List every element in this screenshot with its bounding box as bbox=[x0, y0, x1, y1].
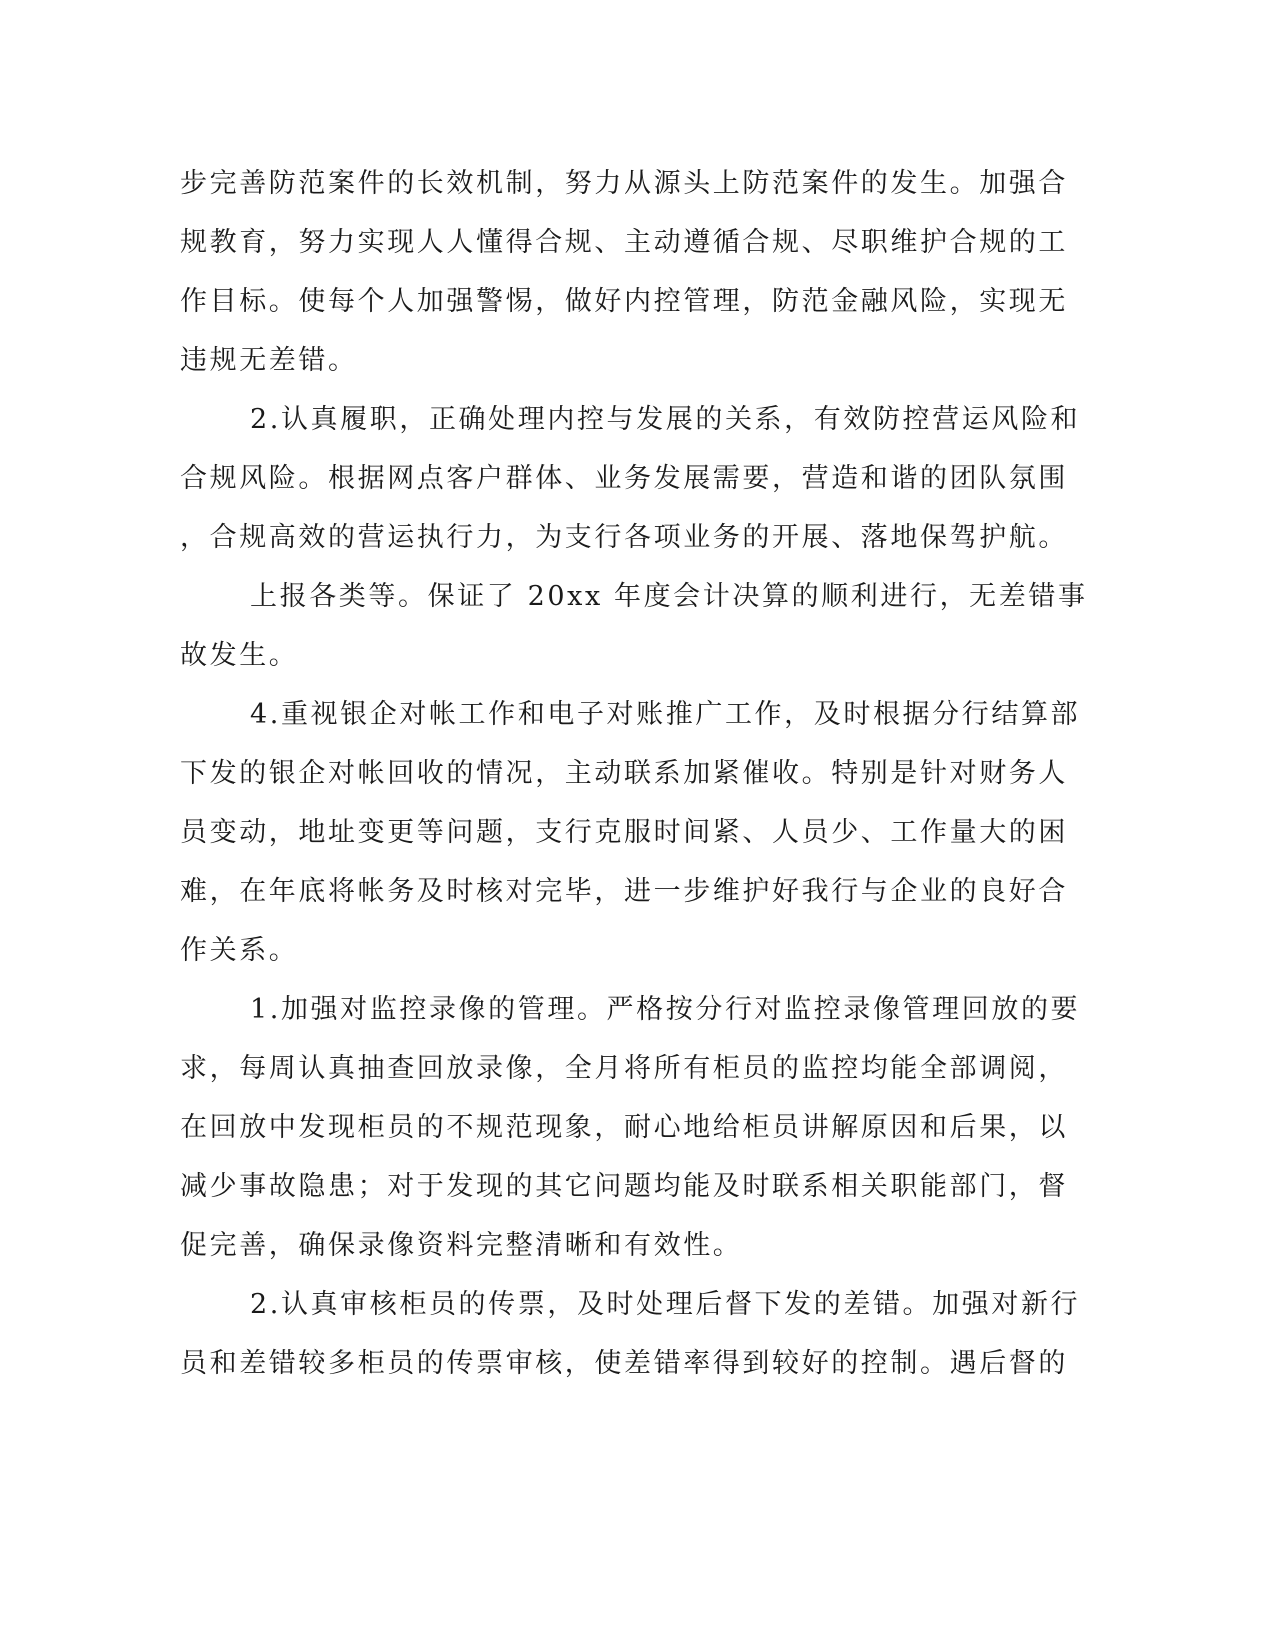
text-line: 违规无差错。 bbox=[180, 345, 358, 376]
text-line: 下发的银企对帐回收的情况，主动联系加紧催收。特别是针对财务人 bbox=[180, 758, 1068, 789]
paragraph-start-line: 4.重视银企对帐工作和电子对账推广工作，及时根据分行结算部 bbox=[250, 699, 1081, 730]
text-line: 促完善，确保录像资料完整清晰和有效性。 bbox=[180, 1230, 743, 1261]
text-line: 作关系。 bbox=[180, 935, 299, 966]
text-line: 求，每周认真抽查回放录像，全月将所有柜员的监控均能全部调阅， bbox=[180, 1053, 1068, 1084]
text-line: 规教育，努力实现人人懂得合规、主动遵循合规、尽职维护合规的工 bbox=[180, 227, 1068, 258]
paragraph-start-line: 2.认真审核柜员的传票，及时处理后督下发的差错。加强对新行 bbox=[250, 1289, 1081, 1320]
paragraph-start-line: 上报各类等。保证了 20xx 年度会计决算的顺利进行，无差错事 bbox=[250, 581, 1088, 612]
text-line: 在回放中发现柜员的不规范现象，耐心地给柜员讲解原因和后果，以 bbox=[180, 1112, 1068, 1143]
text-line: 减少事故隐患；对于发现的其它问题均能及时联系相关职能部门，督 bbox=[180, 1171, 1068, 1202]
document-body bbox=[180, 154, 1088, 1393]
text-line: 员和差错较多柜员的传票审核，使差错率得到较好的控制。遇后督的 bbox=[180, 1348, 1068, 1379]
text-line: 难，在年底将帐务及时核对完毕，进一步维护好我行与企业的良好合 bbox=[180, 876, 1068, 907]
paragraph-start-line: 1.加强对监控录像的管理。严格按分行对监控录像管理回放的要 bbox=[250, 994, 1081, 1025]
text-line: 步完善防范案件的长效机制，努力从源头上防范案件的发生。加强合 bbox=[180, 168, 1068, 199]
text-line: ，合规高效的营运执行力，为支行各项业务的开展、落地保驾护航。 bbox=[180, 522, 1068, 553]
text-line: 合规风险。根据网点客户群体、业务发展需要，营造和谐的团队氛围 bbox=[180, 463, 1068, 494]
paragraph-start-line: 2.认真履职，正确处理内控与发展的关系，有效防控营运风险和 bbox=[250, 404, 1081, 435]
text-line: 作目标。使每个人加强警惕，做好内控管理，防范金融风险，实现无 bbox=[180, 286, 1068, 317]
text-line: 故发生。 bbox=[180, 640, 299, 671]
text-line: 员变动，地址变更等问题，支行克服时间紧、人员少、工作量大的困 bbox=[180, 817, 1068, 848]
